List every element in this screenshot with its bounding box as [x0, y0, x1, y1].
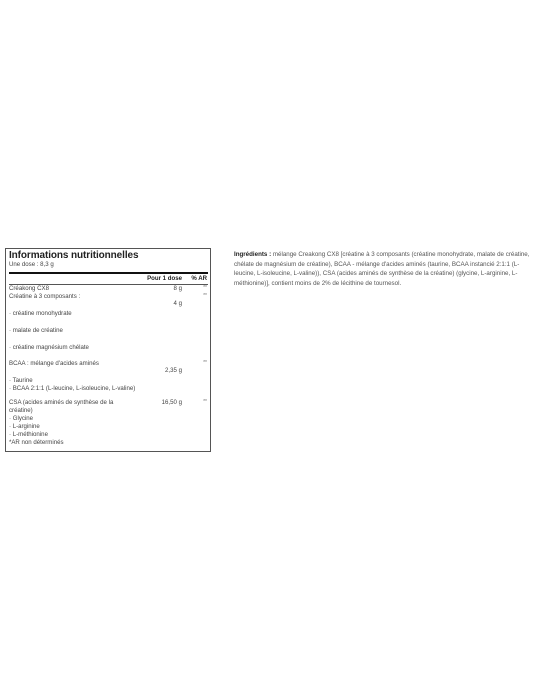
row-name: CSA (acides aminés de synthèse de la créatine): [9, 399, 114, 415]
ingredients-text: [234, 250, 534, 288]
row-sub-item: · créatine magnésium chélate: [9, 343, 89, 351]
row-name: BCAA : mélange d'acides aminés: [9, 360, 99, 368]
nutrition-facts-panel: [5, 248, 211, 452]
header-ar: % AR: [191, 274, 207, 282]
table-row: [9, 399, 208, 439]
row-qty: 4 g: [173, 299, 182, 307]
row-qty: 16,50 g: [161, 399, 182, 407]
table-row: [9, 293, 208, 352]
ingredients-list: mélange Creakong CX8 [créatine à 3 composants (créatine monohydrate, malate de créatine, chélate de magnésium de créatine), BCAA - mélange d'acides aminés (taurine, BCAA instancié 2:1:1 (L-leucine, L-isoleucine, L-valine)), CSA (acides aminés de synthèse de la créatine) (glycine, L-arginine, L-méthionine)], contient moins de 2% de lécithine de tournesol.: [234, 251, 530, 287]
row-sub-item: · malate de créatine: [9, 326, 63, 334]
row-ar: **: [203, 360, 207, 367]
row-ar: **: [203, 399, 207, 406]
table-row: [9, 285, 208, 293]
row-qty: 2,35 g: [165, 367, 182, 375]
row-sub-item: · BCAA 2:1:1 (L-leucine, L-isoleucine, L-valine): [9, 385, 136, 393]
table-row: [9, 360, 208, 393]
row-name: Créakong CX8: [9, 284, 49, 292]
ar-footnote: *AR non déterminés: [9, 438, 64, 446]
row-name: Créatine à 3 composants :: [9, 292, 81, 300]
ingredients-label: Ingrédients :: [234, 251, 272, 258]
row-ar: **: [203, 292, 207, 299]
header-per-dose: Pour 1 dose: [147, 274, 182, 282]
row-qty: 8 g: [173, 284, 182, 292]
row-sub-item: · créatine monohydrate: [9, 309, 72, 317]
row-sub-item: · Taurine: [9, 377, 33, 385]
row-ar: **: [203, 284, 207, 291]
serving-size: Une dose : 8,3 g: [9, 261, 208, 274]
nutrition-title: Informations nutritionnelles: [9, 250, 139, 261]
nutrition-table-header: [9, 274, 208, 285]
row-sub-item: · L-méthionine: [9, 430, 48, 438]
row-sub-item: · Glycine: [9, 415, 34, 423]
row-sub-item: · L-arginine: [9, 422, 40, 430]
